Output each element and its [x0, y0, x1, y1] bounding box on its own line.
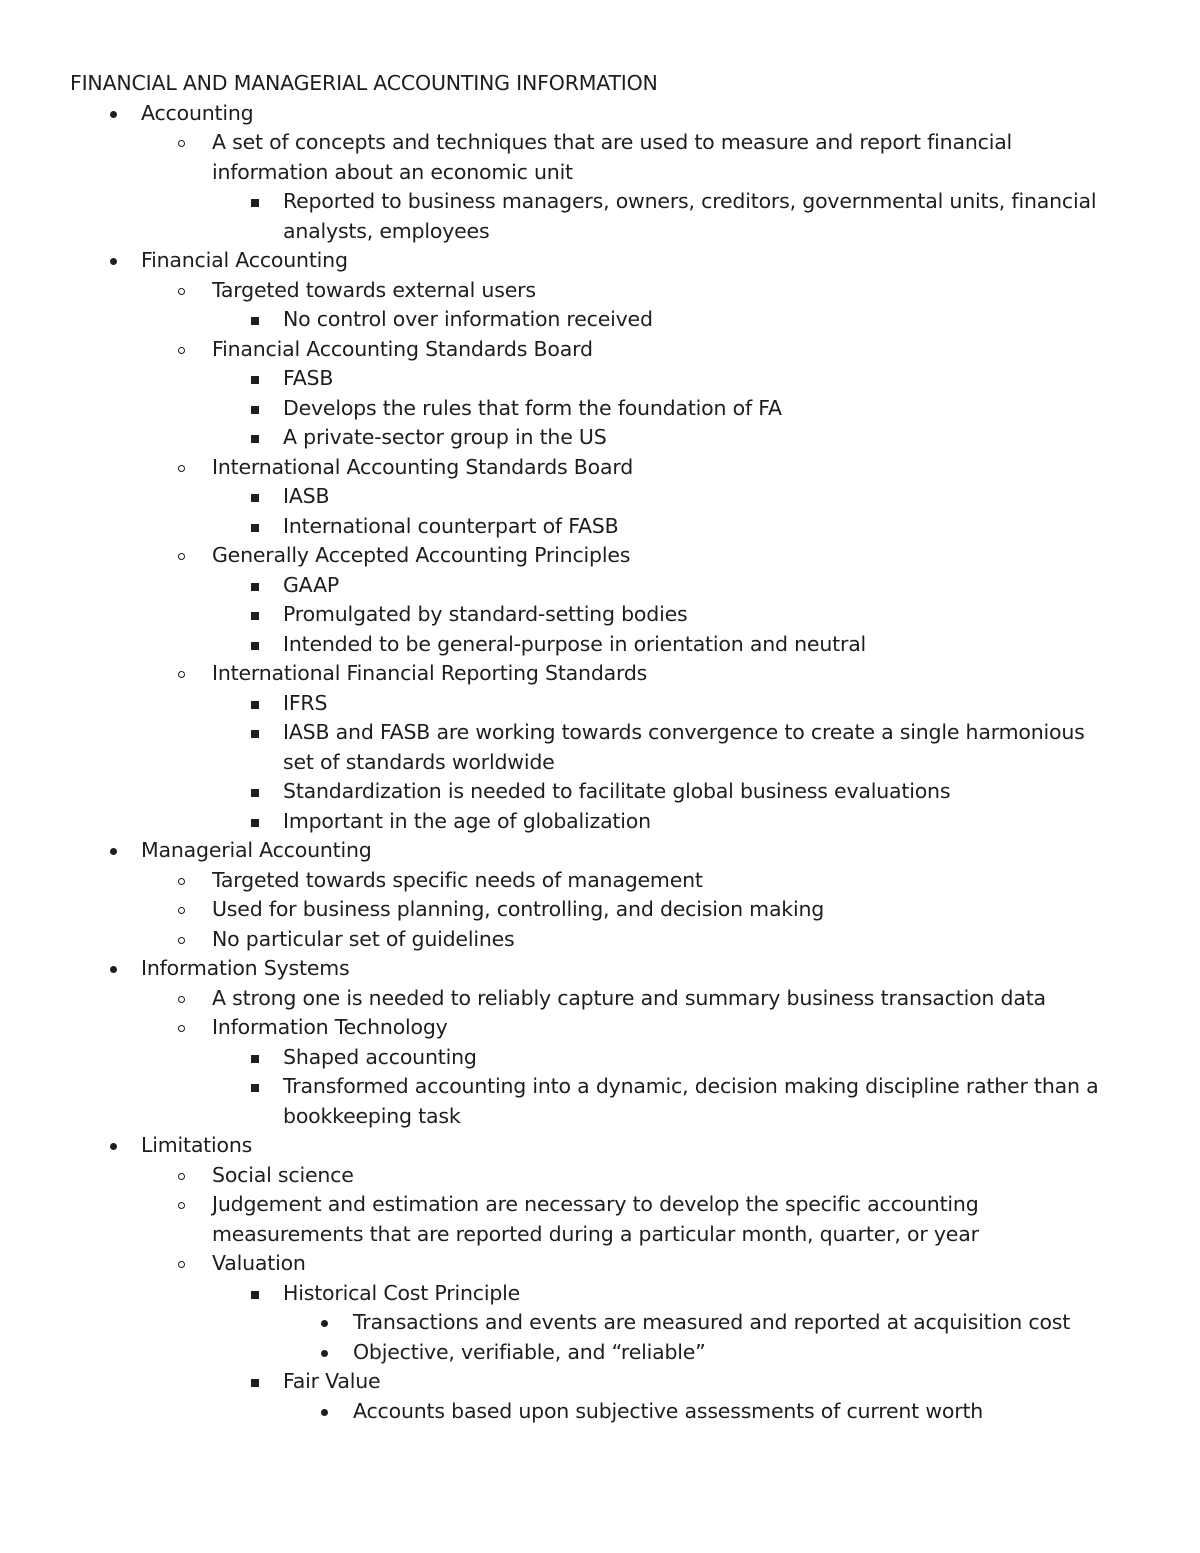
- bullet-disc-icon: [110, 258, 117, 265]
- list-item-level-1: [0, 866, 1200, 896]
- document-title: FINANCIAL AND MANAGERIAL ACCOUNTING INFORMATION: [70, 71, 658, 95]
- list-item-text: No particular set of guidelines: [212, 926, 515, 951]
- bullet-disc-icon: [110, 966, 117, 973]
- bullet-square-icon: [251, 1055, 259, 1063]
- list-item-level-2: [0, 1367, 1200, 1397]
- list-item-level-2: [0, 807, 1200, 837]
- list-item-level-1: [0, 128, 1200, 187]
- list-item-level-0: [0, 836, 1200, 866]
- bullet-circle-icon: [178, 1261, 185, 1268]
- bullet-disc-icon: [321, 1320, 328, 1327]
- list-item-level-1: [0, 659, 1200, 689]
- list-item-text: Historical Cost Principle: [283, 1280, 521, 1305]
- list-item-text: Important in the age of globalization: [283, 808, 651, 833]
- list-item-text: Targeted towards external users: [212, 277, 536, 302]
- list-item-level-2: [0, 571, 1200, 601]
- bullet-square-icon: [251, 789, 259, 797]
- list-item-level-2: [0, 1072, 1200, 1131]
- list-item-level-2: [0, 512, 1200, 542]
- bullet-circle-icon: [178, 347, 185, 354]
- list-item-text: Transformed accounting into a dynamic, decision making discipline rather than a bookkeeping task: [283, 1074, 1099, 1128]
- bullet-circle-icon: [178, 878, 185, 885]
- list-item-level-1: [0, 541, 1200, 571]
- list-item-level-2: [0, 600, 1200, 630]
- list-item-text: Valuation: [212, 1251, 306, 1275]
- list-item-level-3: [0, 1308, 1200, 1338]
- list-item-level-2: [0, 1043, 1200, 1073]
- list-item-level-3: [0, 1397, 1200, 1427]
- list-item-text: Fair Value: [283, 1369, 381, 1393]
- bullet-circle-icon: [178, 553, 185, 560]
- outline-list: [0, 99, 1200, 1427]
- list-item-level-0: [0, 246, 1200, 276]
- list-item-text: Information Technology: [212, 1015, 448, 1039]
- bullet-square-icon: [251, 524, 259, 532]
- list-item-text: IASB: [283, 484, 330, 508]
- list-item-level-1: [0, 276, 1200, 306]
- bullet-square-icon: [251, 406, 259, 414]
- bullet-circle-icon: [178, 1173, 185, 1180]
- bullet-circle-icon: [178, 996, 185, 1003]
- list-item-text: A set of concepts and techniques that are used to measure and report financial information about an economic unit: [212, 130, 1013, 184]
- list-item-text: Objective, verifiable, and “reliable”: [353, 1339, 706, 1364]
- bullet-disc-icon: [321, 1350, 328, 1357]
- list-item-level-2: [0, 689, 1200, 719]
- list-item-level-2: [0, 718, 1200, 777]
- list-item-text: A private-sector group in the US: [283, 425, 607, 449]
- list-item-text: FASB: [283, 366, 334, 390]
- bullet-square-icon: [251, 819, 259, 827]
- list-item-level-2: [0, 1279, 1200, 1309]
- list-item-text: Reported to business managers, owners, creditors, governmental units, financial analysts, employees: [283, 189, 1097, 243]
- bullet-circle-icon: [178, 937, 185, 944]
- list-item-level-2: [0, 423, 1200, 453]
- list-item-level-0: [0, 99, 1200, 129]
- list-item-level-1: [0, 925, 1200, 955]
- bullet-disc-icon: [110, 848, 117, 855]
- list-item-level-2: [0, 777, 1200, 807]
- list-item-text: Judgement and estimation are necessary to develop the specific accounting measurements that are reported during a particular month, quarter, or year: [212, 1192, 979, 1246]
- list-item-text: International Financial Reporting Standards: [212, 661, 648, 685]
- bullet-square-icon: [251, 317, 259, 325]
- bullet-circle-icon: [178, 1025, 185, 1032]
- list-item-text: GAAP: [283, 572, 340, 597]
- bullet-circle-icon: [178, 671, 185, 678]
- list-item-level-2: [0, 364, 1200, 394]
- bullet-square-icon: [251, 199, 259, 207]
- list-item-level-1: [0, 453, 1200, 483]
- list-item-level-1: [0, 1013, 1200, 1043]
- bullet-square-icon: [251, 376, 259, 384]
- list-item-level-0: [0, 954, 1200, 984]
- list-item-text: Transactions and events are measured and reported at acquisition cost: [353, 1310, 1071, 1334]
- list-item-text: Targeted towards specific needs of management: [212, 867, 703, 892]
- list-item-text: Standardization is needed to facilitate global business evaluations: [283, 779, 951, 803]
- bullet-square-icon: [251, 494, 259, 502]
- bullet-square-icon: [251, 730, 259, 738]
- bullet-square-icon: [251, 612, 259, 620]
- list-item-level-2: [0, 630, 1200, 660]
- list-item-text: IASB and FASB are working towards convergence to create a single harmonious set of standards worldwide: [283, 720, 1085, 774]
- bullet-square-icon: [251, 1291, 259, 1299]
- bullet-circle-icon: [178, 1202, 185, 1209]
- list-item-level-2: [0, 187, 1200, 246]
- list-item-text: Generally Accepted Accounting Principles: [212, 543, 631, 567]
- bullet-disc-icon: [110, 1143, 117, 1150]
- list-item-text: International counterpart of FASB: [283, 513, 619, 538]
- list-item-text: Managerial Accounting: [141, 838, 372, 862]
- bullet-square-icon: [251, 435, 259, 443]
- bullet-circle-icon: [178, 465, 185, 472]
- bullet-square-icon: [251, 1084, 259, 1092]
- bullet-disc-icon: [110, 111, 117, 118]
- list-item-text: Financial Accounting Standards Board: [212, 336, 593, 361]
- list-item-level-2: [0, 394, 1200, 424]
- bullet-circle-icon: [178, 288, 185, 295]
- list-item-text: Shaped accounting: [283, 1044, 477, 1069]
- list-item-level-1: [0, 1249, 1200, 1279]
- bullet-square-icon: [251, 701, 259, 709]
- bullet-disc-icon: [321, 1409, 328, 1416]
- list-item-text: No control over information received: [283, 307, 653, 331]
- list-item-text: Accounting: [141, 100, 254, 125]
- list-item-text: A strong one is needed to reliably capture and summary business transaction data: [212, 985, 1046, 1010]
- list-item-text: Social science: [212, 1162, 354, 1187]
- list-item-text: Financial Accounting: [141, 248, 348, 272]
- list-item-level-2: [0, 482, 1200, 512]
- list-item-level-3: [0, 1338, 1200, 1368]
- list-item-level-1: [0, 335, 1200, 365]
- bullet-square-icon: [251, 583, 259, 591]
- list-item-text: IFRS: [283, 690, 328, 715]
- list-item-text: Used for business planning, controlling, and decision making: [212, 897, 825, 921]
- list-item-text: Intended to be general-purpose in orientation and neutral: [283, 631, 867, 656]
- bullet-circle-icon: [178, 907, 185, 914]
- list-item-text: Information Systems: [141, 956, 350, 980]
- list-item-text: Develops the rules that form the foundation of FA: [283, 395, 782, 420]
- list-item-level-0: [0, 1131, 1200, 1161]
- list-item-text: Accounts based upon subjective assessments of current worth: [353, 1398, 984, 1423]
- list-item-text: Promulgated by standard-setting bodies: [283, 602, 688, 626]
- list-item-level-1: [0, 1190, 1200, 1249]
- bullet-square-icon: [251, 642, 259, 650]
- list-item-level-1: [0, 984, 1200, 1014]
- list-item-level-2: [0, 305, 1200, 335]
- list-item-text: International Accounting Standards Board: [212, 454, 634, 479]
- bullet-square-icon: [251, 1379, 259, 1387]
- list-item-level-1: [0, 1161, 1200, 1191]
- list-item-text: Limitations: [141, 1133, 253, 1157]
- list-item-level-1: [0, 895, 1200, 925]
- bullet-circle-icon: [178, 140, 185, 147]
